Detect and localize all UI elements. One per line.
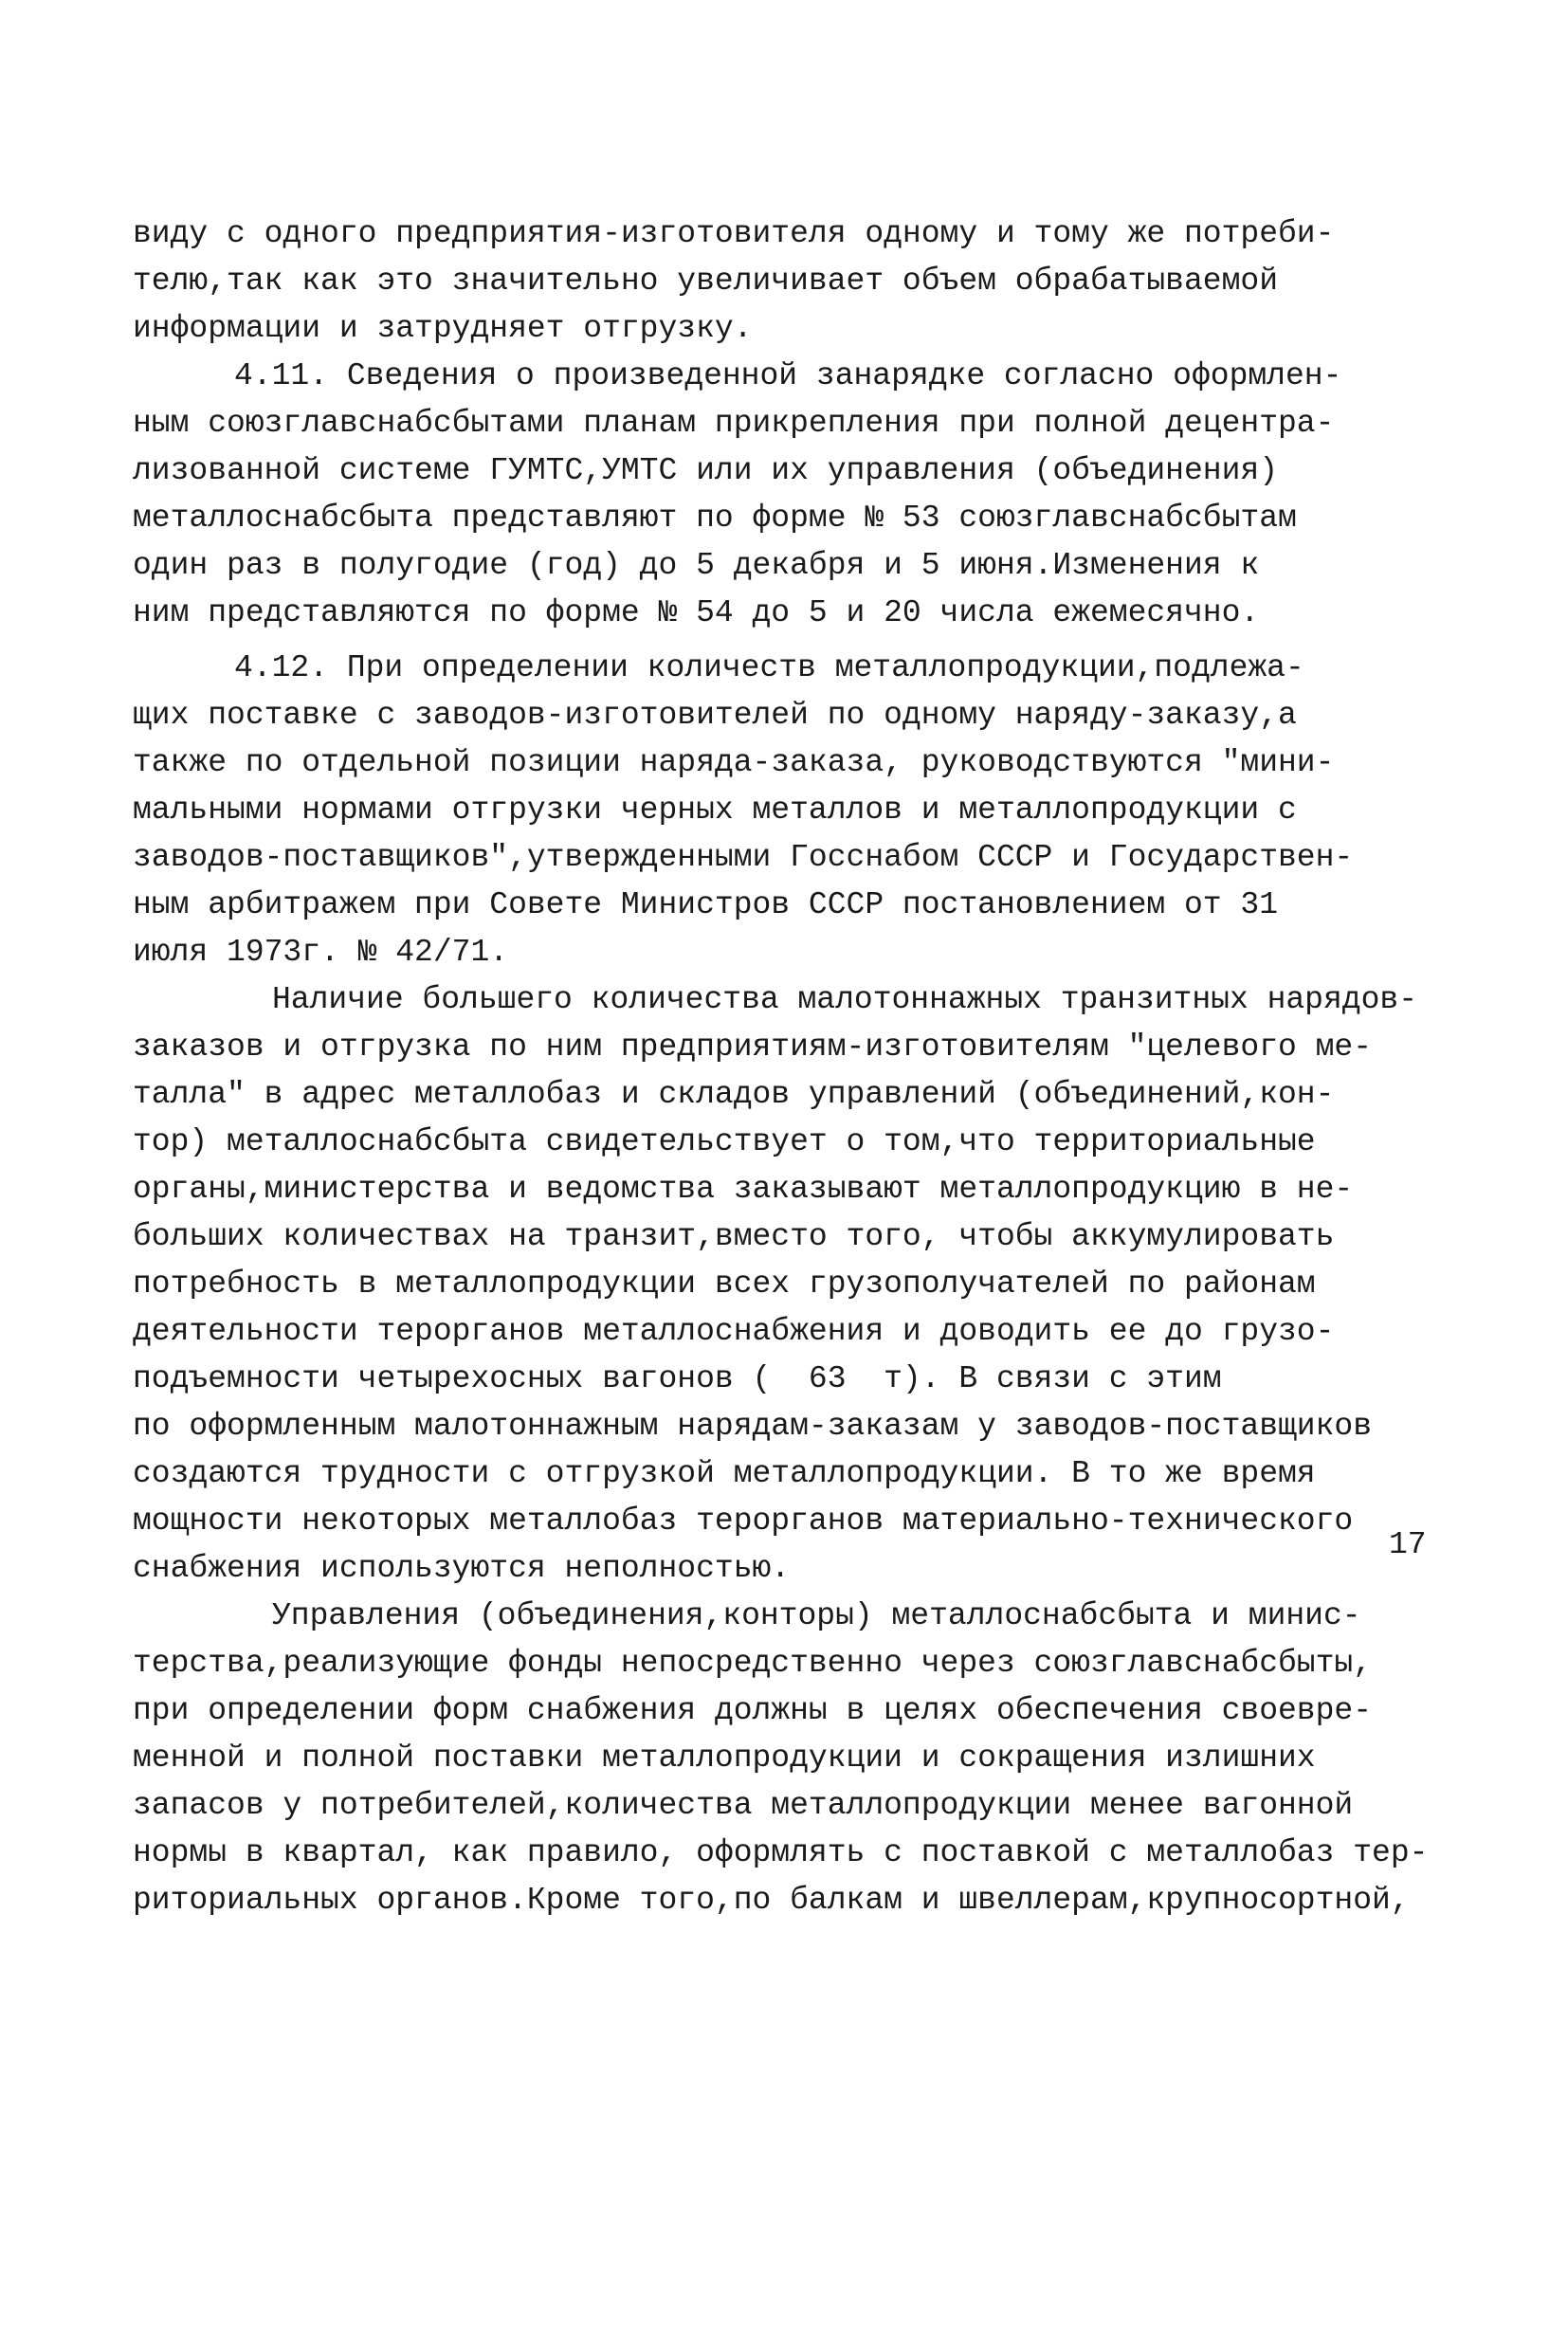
text-line: нормы в квартал, как правило, оформлять с поставкой с металлобаз тер-	[133, 1835, 1429, 1870]
text-line: органы,министерства и ведомства заказывают металлопродукцию в не-	[133, 1172, 1354, 1207]
text-line: информации и затрудняет отгрузку.	[133, 311, 753, 346]
paragraph-start: Управления (объединения,конторы) металлоснабсбыта и минис-	[272, 1598, 1361, 1633]
text-line: снабжения используются неполностью.	[133, 1551, 791, 1586]
text-line: риториальных органов.Кроме того,по балкам и швеллерам,крупносортной,	[133, 1883, 1410, 1918]
text-line: мальными нормами отгрузки черных металлов и металлопродукции с	[133, 793, 1297, 828]
text-line: щих поставке с заводов-изготовителей по одному наряду-заказу,а	[133, 698, 1297, 733]
text-line: больших количествах на транзит,вместо того, чтобы аккумулировать	[133, 1219, 1335, 1254]
text-line: тор) металлоснабсбыта свидетельствует о том,что территориальные	[133, 1124, 1316, 1159]
text-line: менной и полной поставки металлопродукции и сокращения излишних	[133, 1740, 1316, 1776]
text-line: ным арбитражем при Совете Министров СССР постановлением от 31	[133, 887, 1278, 922]
text-line: также по отдельной позиции наряда-заказа, руководствуются "мини-	[133, 745, 1335, 780]
text-line: создаются трудности с отгрузкой металлопродукции. В то же время	[133, 1456, 1316, 1491]
text-line: ным союзглавснабсбытами планам прикрепления при полной децентра-	[133, 406, 1335, 441]
text-line: июля 1973г. № 42/71.	[133, 935, 509, 970]
text-line: один раз в полугодие (год) до 5 декабря и 5 июня.Изменения к	[133, 548, 1260, 583]
paragraph-4-11-start: 4.11. Сведения о произведенной занарядке согласно оформлен-	[234, 358, 1342, 393]
text-line: заказов и отгрузка по ним предприятиям-изготовителям "целевого ме-	[133, 1030, 1373, 1065]
text-line: терства,реализующие фонды непосредственно через союзглавснабсбыты,	[133, 1646, 1373, 1681]
text-line: по оформленным малотоннажным нарядам-заказам у заводов-поставщиков	[133, 1409, 1373, 1444]
page-number: 17	[1389, 1527, 1427, 1562]
text-line: мощности некоторых металлобаз терорганов материально-технического	[133, 1504, 1354, 1539]
text-line: деятельности терорганов металлоснабжения и доводить ее до грузо-	[133, 1314, 1335, 1349]
paragraph-start: Наличие большего количества малотоннажных транзитных нарядов-	[272, 982, 1417, 1017]
text-line: лизованной системе ГУМТС,УМТС или их управления (объединения)	[133, 453, 1278, 488]
text-line: ним представляются по форме № 54 до 5 и 20 числа ежемесячно.	[133, 595, 1260, 630]
body-text	[133, 210, 1460, 1924]
text-line: запасов у потребителей,количества металлопродукции менее вагонной	[133, 1788, 1354, 1823]
text-line: при определении форм снабжения должны в целях обеспечения своевре-	[133, 1693, 1373, 1728]
paragraph-4-12-start: 4.12. При определении количеств металлопродукции,подлежа-	[234, 650, 1304, 685]
text-line: талла" в адрес металлобаз и складов управлений (объединений,кон-	[133, 1077, 1335, 1112]
text-line: телю,так как это значительно увеличивает объем обрабатываемой	[133, 264, 1278, 299]
paragraph-gap	[133, 637, 1460, 645]
text-line: подъемности четырехосных вагонов ( 63 т). В связи с этим	[133, 1361, 1222, 1396]
text-line: заводов-поставщиков",утвержденными Госснабом СССР и Государствен-	[133, 840, 1354, 875]
text-line: потребность в металлопродукции всех грузополучателей по районам	[133, 1267, 1316, 1302]
text-line: виду с одного предприятия-изготовителя одному и тому же потреби-	[133, 216, 1335, 251]
text-line: металлоснабсбыта представляют по форме № 53 союзглавснабсбытам	[133, 501, 1297, 536]
